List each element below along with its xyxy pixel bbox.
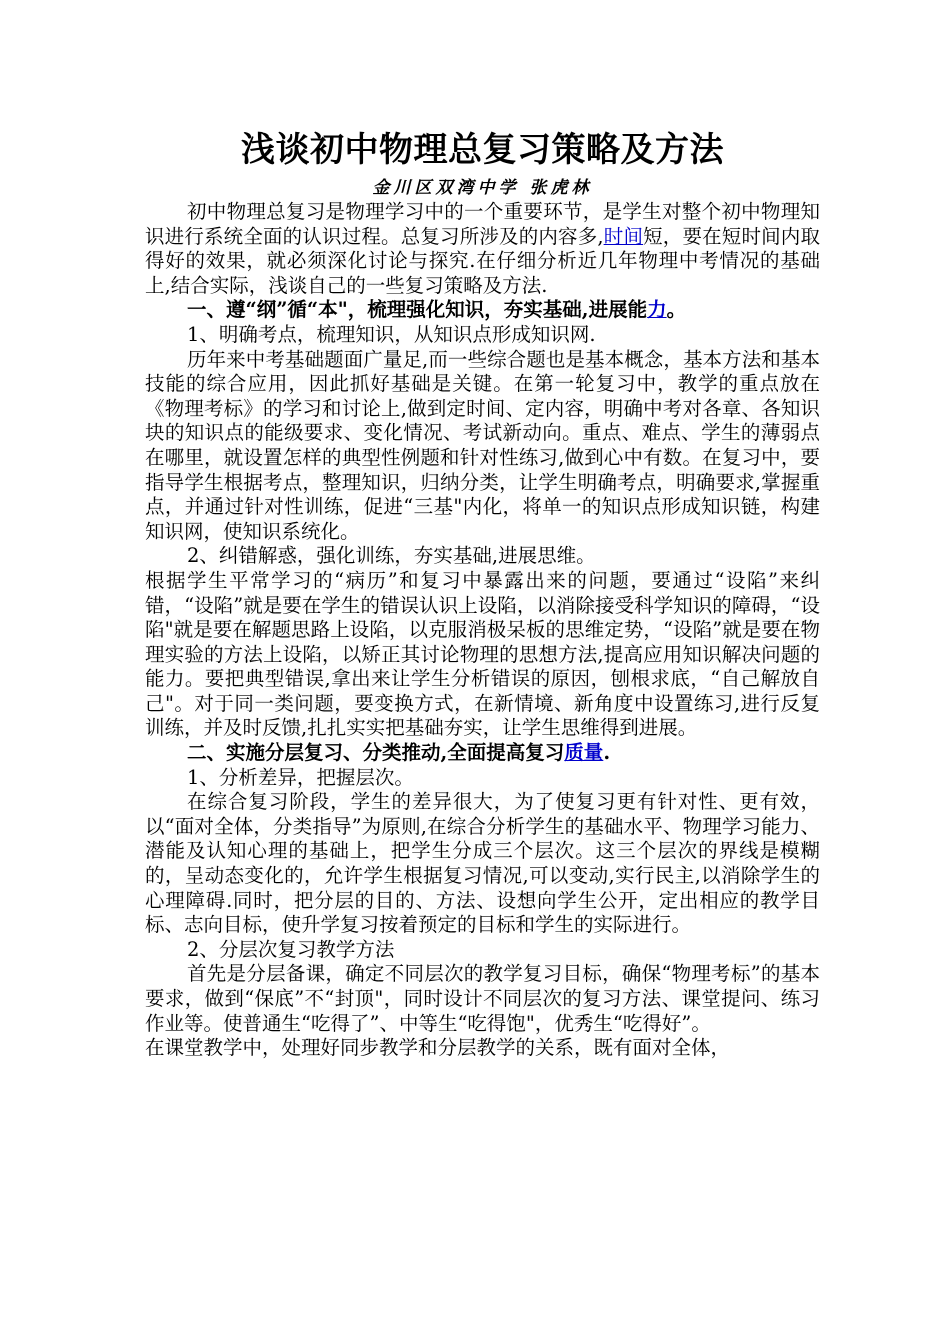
section-1-subheading-1: 1、明确考点，梳理知识，从知识点形成知识网. bbox=[187, 322, 596, 346]
section-2-paragraph-2: 首先是分层备课，确定不同层次的教学复习目标，确保“物理考标”的基本要求，做到“保底”不“封顶"，同时设计不同层次的复习方法、课堂提问、练习作业等。使普通生“吃得了”、中等生“吃得饱"，优秀生“吃得好”。 bbox=[145, 962, 820, 1035]
section-2-paragraph-3: 在课堂教学中，处理好同步教学和分层教学的关系，既有面对全体， bbox=[145, 1036, 731, 1060]
hyperlink-quality[interactable]: 质量 bbox=[564, 741, 604, 765]
section-1-paragraph-2: 根据学生平常学习的“病历”和复习中暴露出来的问题，要通过“设陷”来纠错，“设陷”就是要在学生的错误认识上设陷，以消除接受科学知识的障碍，“设陷"就是要在解题思路上设陷，以克服消极呆板的思维定势，“设陷”就是要在物理实验的方法上设陷，以矫正其讨论物理的思想方法,提高应用知识解决问题的能力。要把典型错误,拿出来让学生分析错误的原因，刨根求底，“自己解放自己"。对于同一类问题，要变换方式，在新情境、新角度中设置练习,进行反复训练，并及时反馈,扎扎实实把基础夯实，让学生思维得到进展。 bbox=[145, 568, 820, 740]
hyperlink-time[interactable]: 时间 bbox=[603, 224, 644, 248]
section-1-paragraph-1: 历年来中考基础题面广量足,而一些综合题也是基本概念，基本方法和基本技能的综合应用，因此抓好基础是关键。在第一轮复习中，教学的重点放在《物理考标》的学习和讨论上,做到定时间、定内容，明确中考对各章、各知识块的知识点的能级要求、变化情况、考试新动向。重点、难点、学生的薄弱点在哪里，就设置怎样的典型性例题和针对性练习,做到心中有数。在复习中，要指导学生根据考点，整理知识，归纳分类，让学生明确考点，明确要求,掌握重点，并通过针对性训练，促进“三基"内化，将单一的知识点形成知识链，构建知识网，使知识系统化。 bbox=[145, 347, 820, 543]
section-2-heading: 二、实施分层复习、分类推动,全面提高复习质量. bbox=[187, 741, 611, 765]
section-2-subheading-1: 1、分析差异，把握层次。 bbox=[187, 765, 414, 789]
section-2-paragraph-1: 在综合复习阶段，学生的差异很大，为了使复习更有针对性、更有效，以“面对全体，分类指导”为原则,在综合分析学生的基础水平、物理学习能力、潜能及认知心理的基础上，把学生分成三个层次。这三个层次的界线是模糊的，呈动态变化的，允许学生根据复习情况,可以变动,实行民主,以消除学生的心理障碍.同时，把分层的目的、方法、设想向学生公开，定出相应的教学目标、志向目标，使升学复习按着预定的目标和学生的实际进行。 bbox=[145, 790, 820, 937]
hyperlink-ability[interactable]: 力 bbox=[647, 298, 667, 322]
section-2-subheading-2: 2、分层次复习教学方法 bbox=[187, 937, 395, 961]
intro-paragraph: 初中物理总复习是物理学习中的一个重要环节，是学生对整个初中物理知识进行系统全面的认识过程。总复习所涉及的内容多,时间短，要在短时间内取得好的效果，就必须深化讨论与探究.在仔细分析近几年物理中考情况的基础上,结合实际，浅谈自己的一些复习策略及方法. bbox=[145, 200, 820, 297]
document-page bbox=[145, 128, 820, 1061]
document-title: 浅谈初中物理总复习策略及方法 bbox=[241, 130, 724, 170]
section-1-subheading-2: 2、纠错解惑，强化训练，夯实基础,进展思维。 bbox=[187, 544, 596, 568]
section-1-heading: 一、遵“纲”循“本"，梳理强化知识，夯实基础,进展能力。 bbox=[187, 298, 687, 322]
author-byline: 金川区双湾中学 张虎林 bbox=[372, 178, 593, 198]
